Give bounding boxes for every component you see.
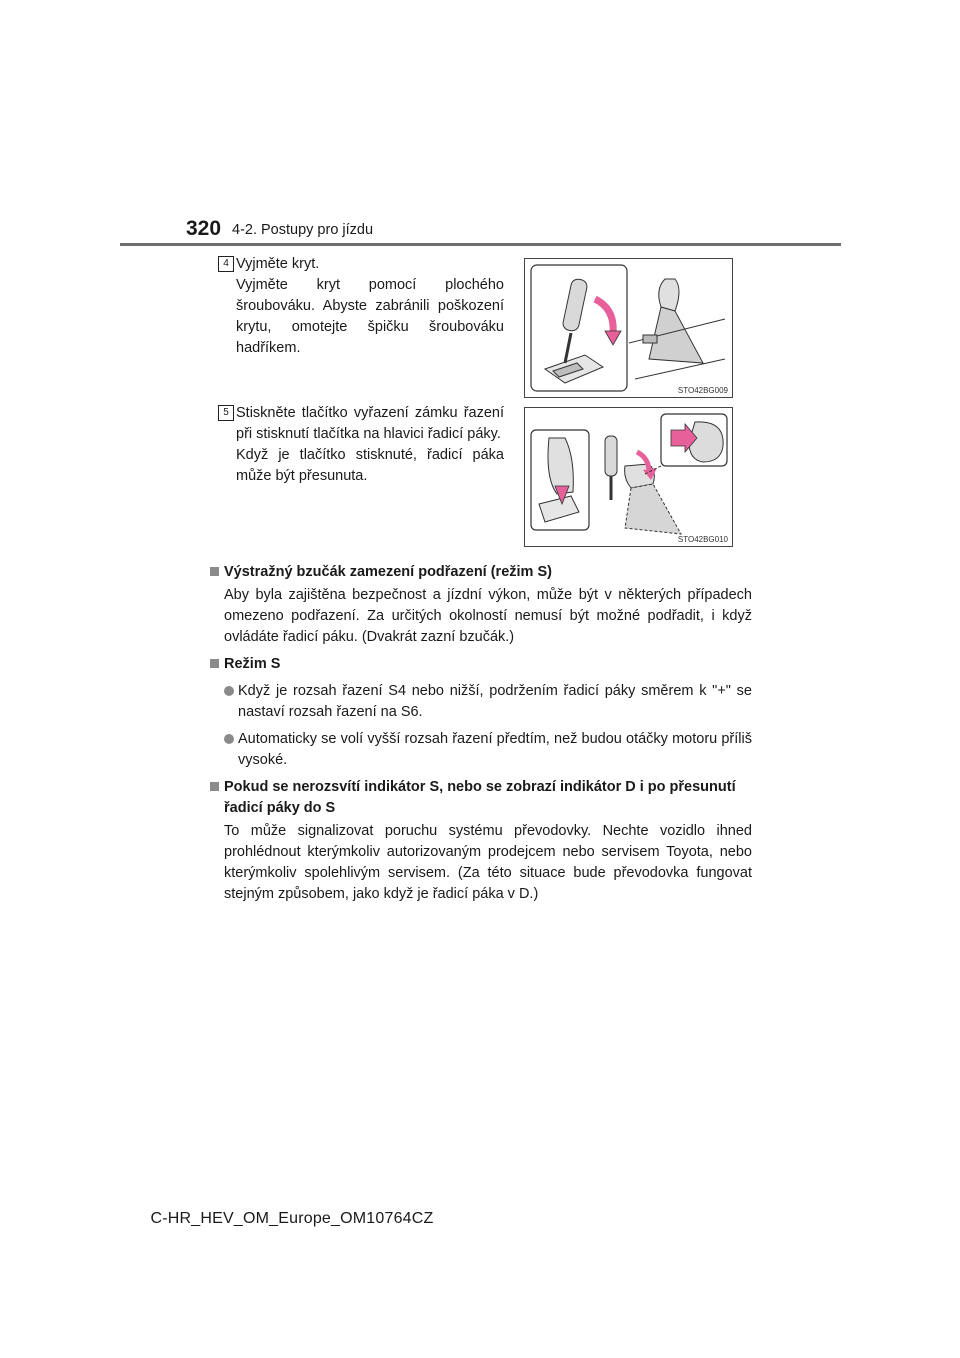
list-item-text: Když je rozsah řazení S4 nebo nižší, podržením řadicí páky směrem k "+" se nastaví rozsah řazení na S6. [238, 683, 752, 720]
list-item [210, 729, 752, 771]
shift-lock-illustration [525, 408, 732, 546]
note-title-text: Pokud se nerozsvítí indikátor S, nebo se zobrazí indikátor D i po přesunutí řadicí páky do S [224, 779, 736, 816]
page-number: 320 [186, 217, 222, 240]
figure-label-009: STO42BG009 [677, 386, 728, 395]
note-body-downshift-buzzer: Aby byla zajištěna bezpečnost a jízdní výkon, může být v některých případech omezeno podřazení. Za určitých okolností nemusí být možné podřadit, i když ovládáte řadicí páku. (Dvakrát zazní bzučák.) [224, 587, 752, 645]
note-title-indicator [210, 777, 752, 819]
note-title-text: Výstražný bzučák zamezení podřazení (režim S) [224, 564, 552, 580]
figure-shift-lock [524, 407, 733, 547]
section-title: 4-2. Postupy pro jízdu [232, 222, 374, 238]
note-title-downshift-buzzer [210, 562, 752, 583]
list-item [210, 681, 752, 723]
note-title-s-mode [210, 654, 752, 675]
round-bullet-icon [224, 734, 234, 744]
list-item-text: Automaticky se volí vyšší rozsah řazení předtím, než budou otáčky motoru příliš vysoké. [238, 731, 752, 768]
figure-remove-cover [524, 258, 733, 398]
step-5-text [236, 403, 504, 487]
step-4-text [236, 254, 504, 359]
square-bullet-icon [210, 782, 219, 791]
step-5-title: Stiskněte tlačítko vyřazení zámku řazení při stisknutí tlačítka na hlavici řadicí páky. [236, 405, 504, 442]
note-title-text: Režim S [224, 656, 281, 672]
step-5-detail: Když je tlačítko stisknuté, řadicí páka může být přesunuta. [236, 447, 504, 484]
page-footer [0, 1210, 960, 1228]
figure-label-010: STO42BG010 [677, 535, 728, 544]
step-badge-4: 4 [218, 256, 234, 272]
page-header [0, 0, 960, 250]
notes-section [210, 556, 752, 905]
step-badge-5: 5 [218, 405, 234, 421]
step-4-detail: Vyjměte kryt pomocí plochého šroubováku. Abyste zabránili poškození krytu, omotejte špičku šroubováku hadříkem. [236, 277, 504, 356]
header-rule [120, 243, 841, 246]
document-id: C-HR_HEV_OM_Europe_OM10764CZ [150, 1210, 434, 1227]
square-bullet-icon [210, 659, 219, 668]
note-body-indicator: To může signalizovat poruchu systému převodovky. Nechte vozidlo ihned prohlédnout kterýmkoliv autorizovaným prodejcem nebo servisem Toyota, nebo kterýmkoliv spolehlivým servisem. (Za této situace bude převodovka fungovat stejným způsobem, jako když je řadicí páka v D.) [224, 823, 752, 902]
square-bullet-icon [210, 567, 219, 576]
step-4-title: Vyjměte kryt. [236, 256, 320, 272]
round-bullet-icon [224, 686, 234, 696]
remove-cover-illustration [525, 259, 732, 397]
